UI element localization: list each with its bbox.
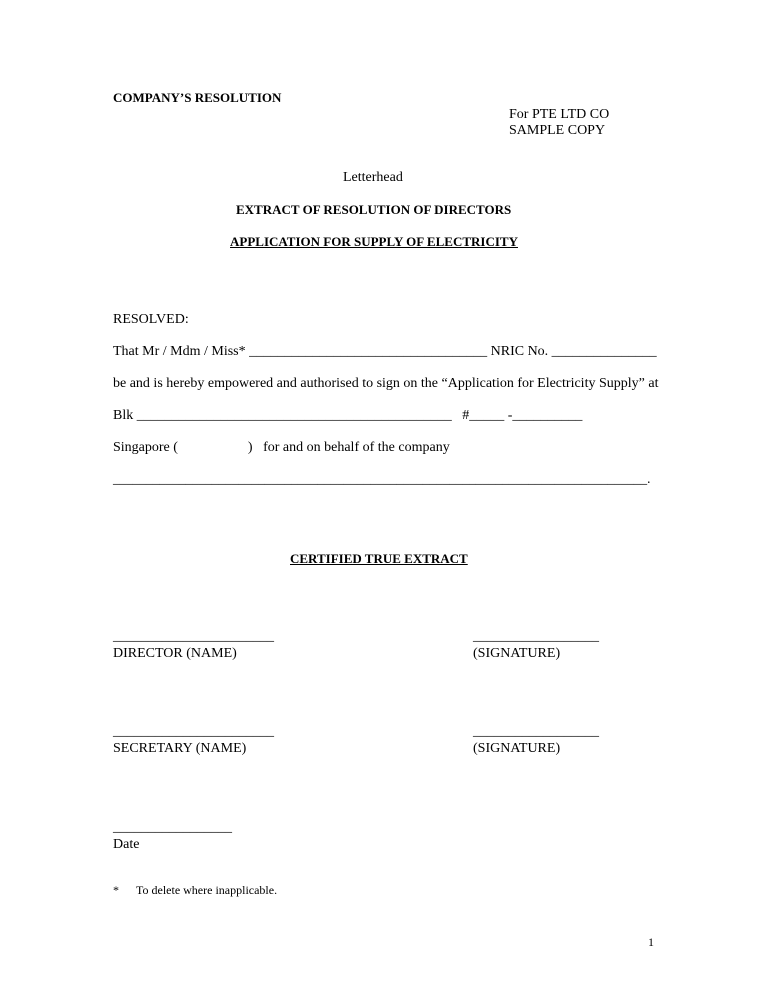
director-signature-label: (SIGNATURE) [473, 646, 561, 661]
certified-heading: CERTIFIED TRUE EXTRACT [290, 551, 468, 566]
secretary-name-line: _______________________ [113, 724, 274, 739]
footnote-marker: * [113, 883, 119, 897]
blk-line: Blk _____________________________________________ #_____ -__________ [113, 408, 583, 423]
person-line: That Mr / Mdm / Miss* __________________________________ NRIC No. _______________ [113, 344, 657, 359]
singapore-line: Singapore ( ) for and on behalf of the company [113, 440, 450, 455]
date-label: Date [113, 837, 140, 852]
director-signature-line: __________________ [473, 629, 599, 644]
blank-line: _________________________________________________________________________________. [113, 471, 651, 486]
secretary-name-label: SECRETARY (NAME) [113, 741, 247, 756]
secretary-signature-label: (SIGNATURE) [473, 741, 561, 756]
letterhead-label: Letterhead [343, 170, 403, 185]
secretary-signature-line: __________________ [473, 724, 599, 739]
extract-heading: EXTRACT OF RESOLUTION OF DIRECTORS [236, 202, 512, 217]
company-line: For PTE LTD CO [509, 107, 610, 122]
director-name-line: _______________________ [113, 629, 274, 644]
director-name-label: DIRECTOR (NAME) [113, 646, 237, 661]
footnote-text: To delete where inapplicable. [136, 883, 278, 897]
date-line: _________________ [113, 820, 232, 835]
sample-copy-line: SAMPLE COPY [509, 123, 606, 138]
application-heading: APPLICATION FOR SUPPLY OF ELECTRICITY [230, 234, 518, 249]
empowered-line: be and is hereby empowered and authorised to sign on the “Application for Electricity Supply” at [113, 376, 659, 391]
document-title: COMPANY’S RESOLUTION [113, 90, 282, 105]
resolved-label: RESOLVED: [113, 312, 189, 327]
page-number: 1 [648, 935, 654, 949]
